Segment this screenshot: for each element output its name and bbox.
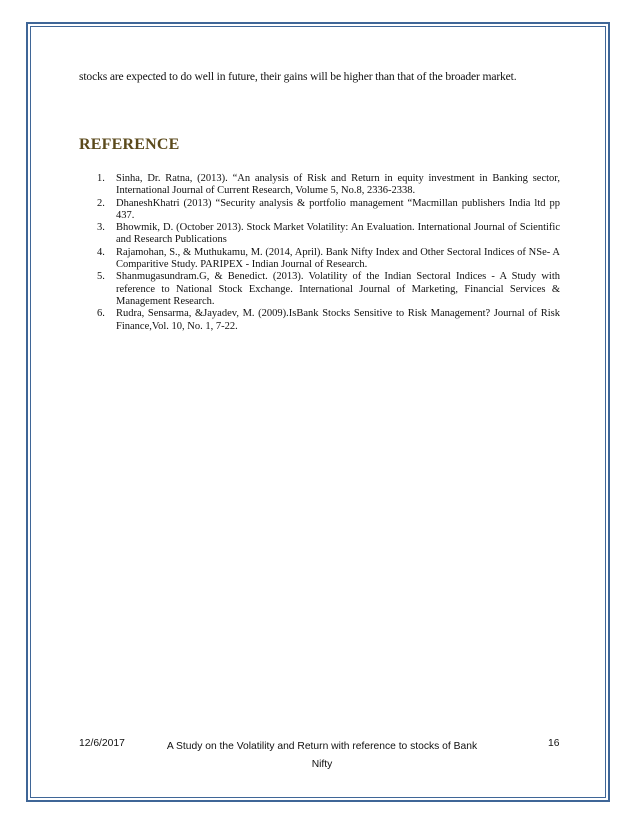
reference-item (79, 308, 560, 333)
reference-text: Shanmugasundram.G, & Benedict. (2013). Volatility of the Indian Sectoral Indices - A Study with reference to National Stock Exchange. International Journal of Marketing, Financial Services & Management Research. (116, 271, 560, 307)
reference-item (79, 247, 560, 272)
footer-title: A Study on the Volatility and Return with reference to stocks of Bank Nifty (166, 741, 478, 770)
reference-list (79, 173, 560, 333)
reference-item (79, 222, 560, 247)
reference-text: DhaneshKhatri (2013) “Security analysis & portfolio management “Macmillan publishers India ltd pp 437. (116, 197, 560, 221)
reference-number: 1. (97, 173, 105, 184)
footer-date: 12/6/2017 (79, 738, 125, 749)
reference-number: 3. (97, 222, 105, 234)
reference-item (79, 173, 560, 198)
reference-text: Rudra, Sensarma, &Jayadev, M. (2009).IsBank Stocks Sensitive to Risk Management? Journal of Risk Finance,Vol. 10, No. 1, 7-22. (116, 308, 560, 332)
intro-paragraph: stocks are expected to do well in future, their gains will be higher than that of the broader market. (79, 70, 517, 83)
reference-number: 6. (97, 308, 105, 320)
section-heading: REFERENCE (79, 136, 180, 153)
reference-number: 2. (97, 197, 105, 209)
reference-item (79, 198, 560, 223)
reference-number: 4. (97, 246, 105, 258)
reference-text: Rajamohan, S., & Muthukamu, M. (2014, April). Bank Nifty Index and Other Sectoral Indices of NSe- A Comparitive Study. PARIPEX - Indian Journal of Research. (116, 246, 560, 271)
reference-text: Sinha, Dr. Ratna, (2013). “An analysis of Risk and Return in equity investment in Banking sector, International Journal of Current Research, Volume 5, No.8, 2336-2338. (116, 173, 560, 197)
reference-number: 5. (97, 271, 105, 283)
reference-item (79, 271, 560, 308)
reference-text: Bhowmik, D. (October 2013). Stock Market Volatility: An Evaluation. International Journal of Scientific and Research Publications (116, 222, 560, 246)
page-number: 16 (548, 738, 560, 749)
